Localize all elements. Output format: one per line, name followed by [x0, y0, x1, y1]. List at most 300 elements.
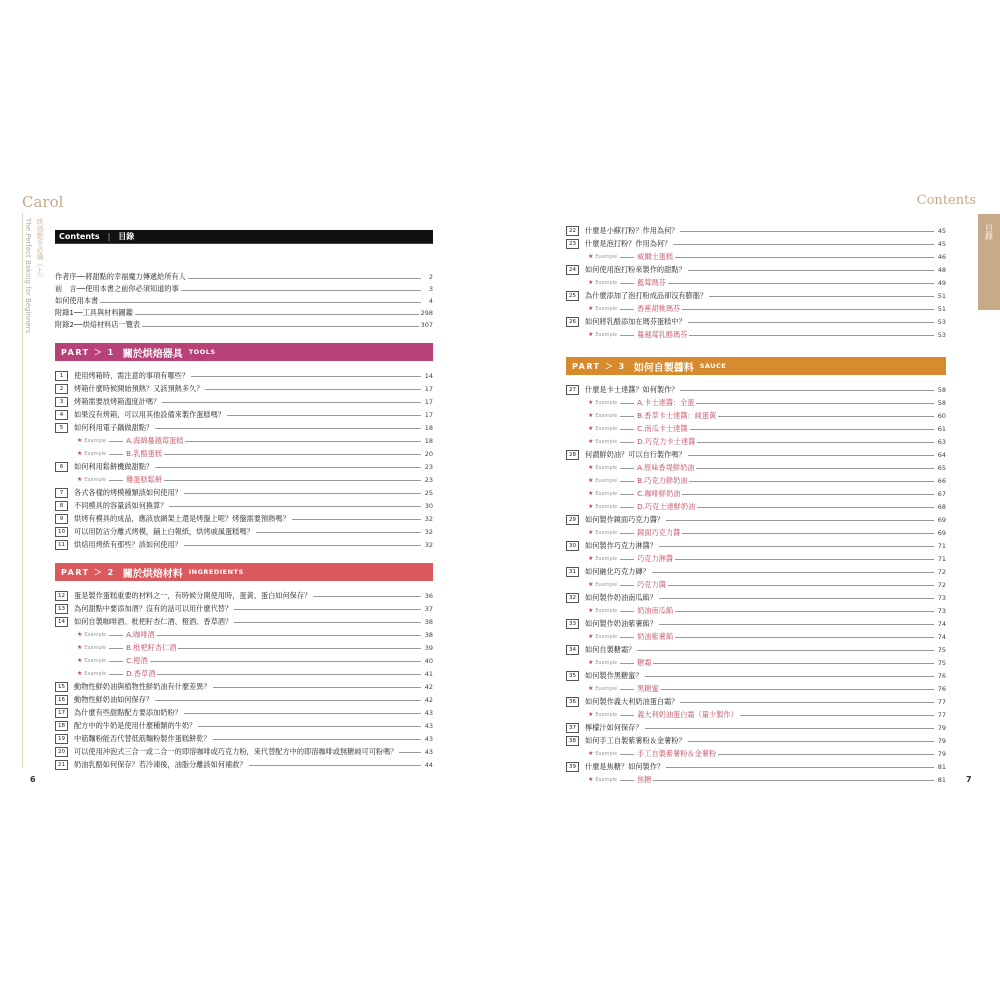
- leader-line: [675, 611, 934, 612]
- toc-question-row[interactable]: [55, 408, 433, 421]
- question-label: 如何製作義大利奶油蛋白霜？: [585, 696, 679, 706]
- page-ref: 51: [937, 291, 946, 300]
- leader-line: [162, 402, 421, 403]
- page-ref: 64: [937, 450, 946, 459]
- part-en: SAUCE: [699, 362, 727, 370]
- toc-question-row[interactable]: [566, 448, 946, 461]
- example-label: 焦糖: [637, 774, 652, 784]
- leader-line: [169, 506, 421, 507]
- question-label: 烤箱需要放烤箱溫度計嗎？: [74, 396, 161, 406]
- example-label: A.海綿蔓越莓蛋糕: [126, 435, 184, 445]
- toc-question-row[interactable]: [55, 706, 433, 719]
- toc-example-row[interactable]: [566, 474, 946, 487]
- leader-line: [178, 648, 421, 649]
- toc-question-row[interactable]: [55, 395, 433, 408]
- page-ref: 17: [424, 410, 433, 419]
- example-word: Example: [595, 279, 618, 286]
- toc-question-row[interactable]: [566, 565, 946, 578]
- toc-question-row[interactable]: [55, 382, 433, 395]
- leader-line: [249, 765, 421, 766]
- question-number: 12: [55, 591, 68, 601]
- example-word: Example: [595, 750, 618, 757]
- toc-example-row[interactable]: [566, 302, 946, 315]
- toc-question-row[interactable]: [55, 758, 433, 771]
- leader-line: [675, 559, 934, 560]
- page-ref: 75: [937, 645, 946, 654]
- toc-question-row[interactable]: [55, 745, 433, 758]
- example-word: Example: [595, 555, 618, 562]
- page-ref: 42: [424, 682, 433, 691]
- left-frame-line: [22, 213, 23, 768]
- toc-example-row[interactable]: [566, 630, 946, 643]
- leader-line: [620, 533, 634, 534]
- leader-line: [682, 494, 934, 495]
- example-label: B.香草卡士達醬：純蛋黃: [637, 410, 717, 420]
- toc-question-row[interactable]: [566, 539, 946, 552]
- star-icon: ★: [77, 670, 83, 677]
- leader-line: [234, 609, 421, 610]
- example-label: D.巧克士達鮮奶油: [637, 501, 696, 511]
- toc-question-row[interactable]: [55, 525, 433, 538]
- toc-example-row[interactable]: [566, 422, 946, 435]
- page-ref: 53: [937, 330, 946, 339]
- toc-right-column: [566, 224, 946, 786]
- toc-question-row[interactable]: [566, 591, 946, 604]
- toc-question-row[interactable]: [55, 719, 433, 732]
- question-number: 30: [566, 541, 579, 551]
- star-icon: ★: [588, 776, 594, 783]
- toc-question-row[interactable]: [566, 224, 946, 237]
- page-ref: 43: [424, 747, 433, 756]
- page-ref: 60: [937, 411, 946, 420]
- toc-example-row[interactable]: [55, 667, 433, 680]
- toc-question-row[interactable]: [55, 538, 433, 551]
- vertical-book-title: 烘焙新手必備（上）: [36, 218, 44, 281]
- star-icon: ★: [588, 659, 594, 666]
- leader-line: [620, 585, 634, 586]
- toc-question-row[interactable]: [566, 237, 946, 250]
- question-number: 34: [566, 645, 579, 655]
- leader-line: [620, 309, 634, 310]
- page-ref: 53: [937, 317, 946, 326]
- example-label: 奶油南瓜餡: [637, 605, 674, 615]
- example-label: C.咖啡鮮奶油: [637, 488, 681, 498]
- question-number: 8: [55, 501, 68, 511]
- page-ref: 79: [937, 749, 946, 758]
- question-label: 蛋是製作蛋糕重要的材料之一，有時候分開使用時，蛋黃、蛋白如何保存？: [74, 590, 312, 600]
- leader-line: [620, 559, 634, 560]
- page-ref: 36: [424, 591, 433, 600]
- contents-header-en: Contents: [59, 232, 100, 241]
- example-label: C.南瓜卡士達醬: [637, 423, 688, 433]
- question-label: 如何使用泡打粉來製作的甜點？: [585, 264, 686, 274]
- page-ref: 79: [937, 736, 946, 745]
- page-ref: 43: [424, 708, 433, 717]
- toc-question-row[interactable]: [566, 617, 946, 630]
- star-icon: ★: [588, 279, 594, 286]
- example-label: B.乳酪蛋糕: [126, 448, 163, 458]
- page-ref: 45: [937, 226, 946, 235]
- leader-line: [740, 715, 934, 716]
- question-number: 7: [55, 488, 68, 498]
- toc-question-row[interactable]: [55, 369, 433, 382]
- example-word: Example: [595, 607, 618, 614]
- question-number: 19: [55, 734, 68, 744]
- toc-example-row[interactable]: [55, 447, 433, 460]
- toc-example-row[interactable]: [55, 434, 433, 447]
- leader-line: [213, 739, 421, 740]
- leader-line: [697, 442, 934, 443]
- leader-line: [689, 335, 934, 336]
- toc-example-row[interactable]: [566, 656, 946, 669]
- question-number: 36: [566, 697, 579, 707]
- example-word: Example: [595, 464, 618, 471]
- example-word: Example: [595, 305, 618, 312]
- question-number: 35: [566, 671, 579, 681]
- toc-example-row[interactable]: [566, 682, 946, 695]
- example-label: 巧克力醬: [637, 579, 666, 589]
- toc-question-row[interactable]: [55, 732, 433, 745]
- leader-line: [620, 481, 634, 482]
- star-icon: ★: [588, 425, 594, 432]
- intro-label: 作者序──將甜點的幸福魔力傳遞給所有人: [55, 272, 186, 281]
- star-icon: ★: [588, 555, 594, 562]
- toc-example-row[interactable]: [566, 435, 946, 448]
- page-number-left: 6: [30, 775, 36, 784]
- toc-question-row[interactable]: [55, 499, 433, 512]
- question-number: 16: [55, 695, 68, 705]
- example-label: B.枇杷籽杏仁酒: [126, 642, 177, 652]
- toc-question-row[interactable]: [566, 289, 946, 302]
- leader-line: [620, 637, 634, 638]
- leader-line: [155, 700, 421, 701]
- leader-line: [688, 270, 934, 271]
- toc-question-row[interactable]: [566, 669, 946, 682]
- page-ref: 61: [937, 424, 946, 433]
- question-label: 如何利用電子鍋做甜點？: [74, 422, 154, 432]
- toc-example-row[interactable]: [566, 604, 946, 617]
- leader-line: [690, 429, 934, 430]
- leader-line: [181, 290, 421, 291]
- toc-example-row[interactable]: [566, 552, 946, 565]
- toc-example-row[interactable]: [566, 578, 946, 591]
- example-word: Example: [595, 399, 618, 406]
- leader-line: [185, 441, 421, 442]
- star-icon: ★: [588, 490, 594, 497]
- toc-question-row[interactable]: [566, 263, 946, 276]
- toc-question-row[interactable]: [55, 615, 433, 628]
- leader-line: [645, 728, 934, 729]
- question-label: 如何利用鬆餅機做甜點？: [74, 461, 154, 471]
- toc-question-row[interactable]: [566, 513, 946, 526]
- question-number: 28: [566, 450, 579, 460]
- leader-line: [109, 648, 123, 649]
- page-ref: 77: [937, 710, 946, 719]
- intro-row[interactable]: [55, 319, 433, 331]
- example-label: 藍莓瑪芬: [637, 277, 666, 287]
- question-label: 如何自製糖霜？: [585, 644, 636, 654]
- star-icon: ★: [588, 750, 594, 757]
- page-ref: 43: [424, 734, 433, 743]
- question-label: 什麼是卡士達醬？如何製作？: [585, 384, 679, 394]
- leader-line: [188, 278, 421, 279]
- leader-line: [620, 663, 634, 664]
- leader-line: [191, 376, 421, 377]
- leader-line: [620, 715, 634, 716]
- star-icon: ★: [588, 477, 594, 484]
- example-word: Example: [84, 437, 107, 444]
- leader-line: [661, 689, 934, 690]
- page-ref: 32: [424, 527, 433, 536]
- question-number: 24: [566, 265, 579, 275]
- example-label: A.卡士達醬：全蛋: [637, 397, 695, 407]
- leader-line: [696, 468, 934, 469]
- toc-example-row[interactable]: [566, 276, 946, 289]
- page-ref: 32: [424, 540, 433, 549]
- page-number-right: 7: [966, 775, 972, 784]
- example-word: Example: [84, 657, 107, 664]
- example-word: Example: [595, 438, 618, 445]
- toc-question-row[interactable]: [566, 760, 946, 773]
- question-label: 什麼是泡打粉？作用為何？: [585, 238, 672, 248]
- question-label: 奶油乳酪如何保存？若冷凍後，油脂分離該如何補救？: [74, 759, 247, 769]
- question-number: 31: [566, 567, 579, 577]
- example-word: Example: [595, 477, 618, 484]
- leader-line: [234, 622, 421, 623]
- question-number: 5: [55, 423, 68, 433]
- page-ref: 58: [937, 385, 946, 394]
- leader-line: [697, 507, 934, 508]
- star-icon: ★: [588, 331, 594, 338]
- toc-question-row[interactable]: [566, 721, 946, 734]
- question-label: 為什麼有些甜點配方要添加奶粉？: [74, 707, 182, 717]
- toc-question-row[interactable]: [566, 734, 946, 747]
- leader-line: [675, 257, 934, 258]
- example-label: 手工自製紫薯粉＆金薯粉: [637, 748, 717, 758]
- leader-line: [155, 467, 421, 468]
- intro-label: 附錄1──工具與材料圖鑑: [55, 308, 133, 317]
- question-label: 什麼是焦糖？如何製作？: [585, 761, 665, 771]
- star-icon: ★: [588, 399, 594, 406]
- question-number: 17: [55, 708, 68, 718]
- toc-example-row[interactable]: [566, 747, 946, 760]
- intro-page: 3: [428, 285, 433, 293]
- question-label: 如何手工自製紫薯粉＆金薯粉？: [585, 735, 686, 745]
- example-label: 香蕉胡桃瑪芬: [637, 303, 681, 313]
- part-2-banner: [55, 563, 433, 581]
- page-ref: 18: [424, 423, 433, 432]
- leader-line: [688, 741, 934, 742]
- toc-question-row[interactable]: [566, 315, 946, 328]
- leader-line: [399, 752, 421, 753]
- star-icon: ★: [588, 633, 594, 640]
- leader-line: [213, 687, 421, 688]
- part-2-items: [55, 589, 433, 771]
- leader-line: [184, 493, 421, 494]
- question-number: 22: [566, 226, 579, 236]
- question-number: 29: [566, 515, 579, 525]
- leader-line: [313, 596, 421, 597]
- page-ref: 30: [424, 501, 433, 510]
- leader-line: [696, 403, 934, 404]
- leader-line: [620, 611, 634, 612]
- star-icon: ★: [77, 631, 83, 638]
- toc-question-row[interactable]: [55, 693, 433, 706]
- example-word: Example: [595, 581, 618, 588]
- leader-line: [164, 480, 421, 481]
- page-ref: 74: [937, 619, 946, 628]
- page-ref: 25: [424, 488, 433, 497]
- intro-row[interactable]: [55, 271, 433, 283]
- example-label: 蔓越莓乳酪瑪芬: [637, 329, 688, 339]
- page-ref: 38: [424, 630, 433, 639]
- leader-line: [637, 650, 934, 651]
- intro-row[interactable]: [55, 307, 433, 319]
- toc-example-row[interactable]: [566, 409, 946, 422]
- page-ref: 32: [424, 514, 433, 523]
- toc-question-row[interactable]: [55, 589, 433, 602]
- leader-line: [645, 676, 934, 677]
- toc-example-row[interactable]: [55, 473, 433, 486]
- question-number: 18: [55, 721, 68, 731]
- question-label: 可以用防沾分離式烤模，鋪上白報紙，烘烤戚風蛋糕嗎？: [74, 526, 254, 536]
- leader-line: [620, 335, 634, 336]
- page-ref: 18: [424, 436, 433, 445]
- leader-line: [620, 283, 634, 284]
- toc-question-row[interactable]: [55, 512, 433, 525]
- page-ref: 71: [937, 541, 946, 550]
- intro-row[interactable]: [55, 283, 433, 295]
- toc-question-row[interactable]: [55, 460, 433, 473]
- header-separator: |: [107, 232, 111, 241]
- toc-question-row[interactable]: [566, 383, 946, 396]
- example-label: A.原味香堤鮮奶油: [637, 462, 695, 472]
- toc-example-row[interactable]: [566, 328, 946, 341]
- toc-example-row[interactable]: [566, 487, 946, 500]
- toc-example-row[interactable]: [566, 500, 946, 513]
- question-number: 37: [566, 723, 579, 733]
- leader-line: [620, 468, 634, 469]
- star-icon: ★: [77, 437, 83, 444]
- leader-line: [666, 520, 934, 521]
- part-1-banner: [55, 343, 433, 361]
- page-ref: 14: [424, 371, 433, 380]
- example-word: Example: [595, 412, 618, 419]
- question-label: 如何融化巧克力磚？: [585, 566, 650, 576]
- right-chapter-tab: [978, 214, 1000, 310]
- toc-example-row[interactable]: [55, 654, 433, 667]
- example-word: Example: [595, 633, 618, 640]
- question-label: 檸檬汁如何保存？: [585, 722, 643, 732]
- vertical-subtitle: The Perfect Baking for Beginners: [24, 218, 32, 334]
- star-icon: ★: [588, 581, 594, 588]
- example-word: Example: [595, 529, 618, 536]
- example-label: 義大利奶油蛋白霜（量少製作）: [637, 709, 738, 719]
- question-number: 27: [566, 385, 579, 395]
- leader-line: [659, 546, 934, 547]
- toc-question-row[interactable]: [566, 695, 946, 708]
- toc-question-row[interactable]: [55, 486, 433, 499]
- leader-line: [653, 780, 934, 781]
- right-tab-label: 目錄: [984, 224, 994, 240]
- toc-question-row[interactable]: [55, 421, 433, 434]
- leader-line: [675, 637, 934, 638]
- leader-line: [109, 635, 123, 636]
- leader-line: [680, 231, 934, 232]
- example-word: Example: [84, 670, 107, 677]
- star-icon: ★: [77, 657, 83, 664]
- leader-line: [150, 661, 421, 662]
- leader-line: [109, 480, 123, 481]
- star-icon: ★: [588, 253, 594, 260]
- intro-label: 前 言──使用本書之前你必須知道的事: [55, 284, 179, 293]
- example-label: A.咖啡酒: [126, 629, 155, 639]
- page-ref: 17: [424, 397, 433, 406]
- page-ref: 38: [424, 617, 433, 626]
- toc-example-row[interactable]: [566, 250, 946, 263]
- question-number: 14: [55, 617, 68, 627]
- leader-line: [688, 455, 934, 456]
- question-label: 如何製作奶油南瓜餡？: [585, 592, 657, 602]
- toc-question-row[interactable]: [566, 643, 946, 656]
- leader-line: [659, 624, 934, 625]
- leader-line: [157, 674, 421, 675]
- question-number: 10: [55, 527, 68, 537]
- star-icon: ★: [77, 644, 83, 651]
- side-brand: Carol: [22, 193, 64, 211]
- page-ref: 69: [937, 515, 946, 524]
- example-label: B.巧克力鮮奶油: [637, 475, 688, 485]
- part-title: 如何自製醬料: [633, 362, 694, 374]
- leader-line: [227, 415, 421, 416]
- leader-line: [620, 257, 634, 258]
- toc-example-row[interactable]: [566, 773, 946, 786]
- example-word: Example: [84, 476, 107, 483]
- leader-line: [682, 533, 934, 534]
- question-label: 烤箱什麼時候開始預熱？又該預熱多久？: [74, 383, 204, 393]
- part-title: 關於烘焙材料: [122, 568, 183, 580]
- leader-line: [659, 598, 934, 599]
- page-ref: 49: [937, 278, 946, 287]
- intro-row[interactable]: [55, 295, 433, 307]
- page-ref: 42: [424, 695, 433, 704]
- example-label: 糖霜: [637, 657, 652, 667]
- star-icon: ★: [588, 438, 594, 445]
- part-label: PART ＞ 3: [572, 361, 626, 371]
- part-3-items: [566, 383, 946, 786]
- page-ref: 40: [424, 656, 433, 665]
- page-ref: 68: [937, 502, 946, 511]
- question-number: 13: [55, 604, 68, 614]
- toc-example-row[interactable]: [566, 396, 946, 409]
- leader-line: [184, 713, 421, 714]
- leader-line: [688, 322, 934, 323]
- page-ref: 23: [424, 462, 433, 471]
- star-icon: ★: [588, 607, 594, 614]
- page-ref: 72: [937, 580, 946, 589]
- star-icon: ★: [588, 529, 594, 536]
- page-ref: 73: [937, 593, 946, 602]
- toc-example-row[interactable]: [566, 708, 946, 721]
- toc-question-row[interactable]: [55, 602, 433, 615]
- toc-example-row[interactable]: [55, 641, 433, 654]
- toc-question-row[interactable]: [55, 680, 433, 693]
- toc-example-row[interactable]: [566, 526, 946, 539]
- leader-line: [620, 403, 634, 404]
- toc-example-row[interactable]: [566, 461, 946, 474]
- toc-example-row[interactable]: [55, 628, 433, 641]
- part-en: INGREDIENTS: [188, 568, 244, 576]
